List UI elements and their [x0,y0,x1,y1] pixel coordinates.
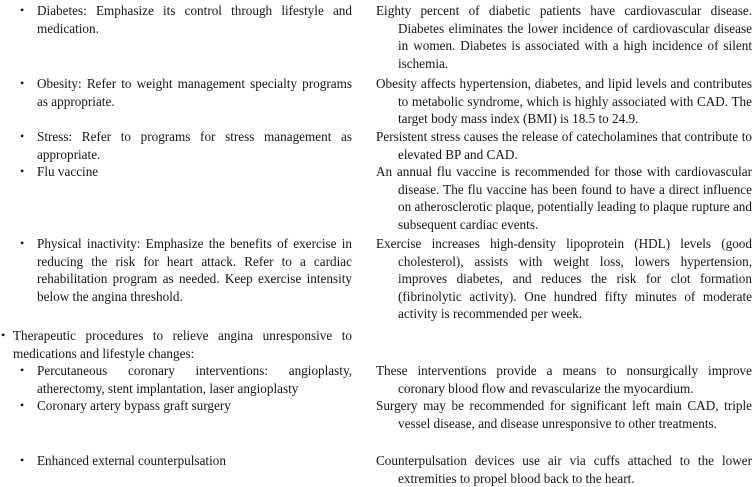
table-row [0,362,752,397]
list-item-text: Therapeutic procedures to relieve angina unresponsive to medications and lifestyle changes: [13,328,352,361]
rationale-paragraph: Eighty percent of diabetic patients have cardiovascular disease. Diabetes eliminates the lower incidence of cardiovascular disease in women. Diabetes is associated with a high incidence of silent ischemia. [376,3,752,71]
table-row [0,397,752,452]
bullet-icon: • [20,236,25,250]
bullet-icon: • [20,129,25,143]
rationale-cell [376,163,752,233]
list-item-text: Coronary artery bypass graft surgery [37,398,231,413]
rationale-cell [376,452,752,487]
rationale-paragraph: Counterpulsation devices use air via cuffs attached to the lower extremities to propel blood back to the heart. [376,453,752,486]
list-item-text: Flu vaccine [37,164,99,179]
rationale-paragraph: An annual flu vaccine is recommended for those with cardiovascular disease. The flu vaccine has been found to have a direct influence on atherosclerotic plaque, potentially leading to plaque rupture and subsequent cardiac events. [376,164,752,232]
teaching-point-cell [0,2,376,37]
rationale-cell [376,397,752,432]
rationale-cell [376,75,752,128]
table-row [0,452,752,487]
bullet-icon: • [20,453,25,467]
list-item [0,235,352,305]
bullet-icon: • [20,398,25,412]
bullet-icon: • [20,3,25,17]
table-row [0,128,752,163]
teaching-point-cell [0,75,376,110]
rationale-paragraph: Surgery may be recommended for significant left main CAD, triple vessel disease, and disease unresponsive to other treatments. [376,398,752,431]
teaching-point-cell [0,128,376,163]
rationale-cell [376,2,752,72]
list-item [0,327,352,362]
list-item-text: Stress: Refer to programs for stress management as appropriate. [37,129,352,162]
rationale-paragraph: Persistent stress causes the release of catecholamines that contribute to elevated BP and CAD. [376,129,752,162]
bullet-icon: • [20,164,25,178]
list-item [0,2,352,37]
teaching-point-cell [0,397,376,415]
rationale-paragraph: Obesity affects hypertension, diabetes, and lipid levels and contributes to metabolic syndrome, which is highly associated with CAD. The target body mass index (BMI) is 18.5 to 24.9. [376,76,752,126]
table-row [0,235,752,327]
list-item [0,452,352,470]
list-item-text: Enhanced external counterpulsation [37,453,226,468]
list-item [0,397,352,415]
list-item [0,128,352,163]
table-row [0,2,752,75]
teaching-point-cell [0,327,376,362]
list-item [0,75,352,110]
list-item [0,362,352,397]
rationale-cell [376,128,752,163]
list-item-text: Percutaneous coronary interventions: angioplasty, atherectomy, stent implantation, laser angioplasty [37,363,352,396]
rationale-paragraph: These interventions provide a means to nonsurgically improve coronary blood flow and revascularize the myocardium. [376,363,752,396]
list-item-text: Physical inactivity: Emphasize the benefits of exercise in reducing the risk for heart attack. Refer to a cardiac rehabilitation program as needed. Keep exercise intensity below the angina threshold. [37,236,352,304]
table-row [0,163,752,235]
teaching-point-cell [0,362,376,397]
teaching-point-cell [0,452,376,470]
bullet-icon: • [20,76,25,90]
bullet-icon: • [1,328,6,342]
list-item-text: Diabetes: Emphasize its control through lifestyle and medication. [37,3,352,36]
teaching-point-cell [0,163,376,181]
rationale-cell [376,235,752,323]
teaching-point-cell [0,235,376,305]
list-item-text: Obesity: Refer to weight management specialty programs as appropriate. [37,76,352,109]
rationale-paragraph: Exercise increases high-density lipoprotein (HDL) levels (good cholesterol), assists with weight loss, lowers hypertension, improves diabetes, and reduces the risk for clot formation (fibrinolytic activity). One hundred fifty minutes of moderate activity is recommended per week. [376,236,752,321]
rationale-cell [376,362,752,397]
table-row [0,327,752,362]
table-row [0,75,752,128]
list-item [0,163,352,181]
bullet-icon: • [20,363,25,377]
